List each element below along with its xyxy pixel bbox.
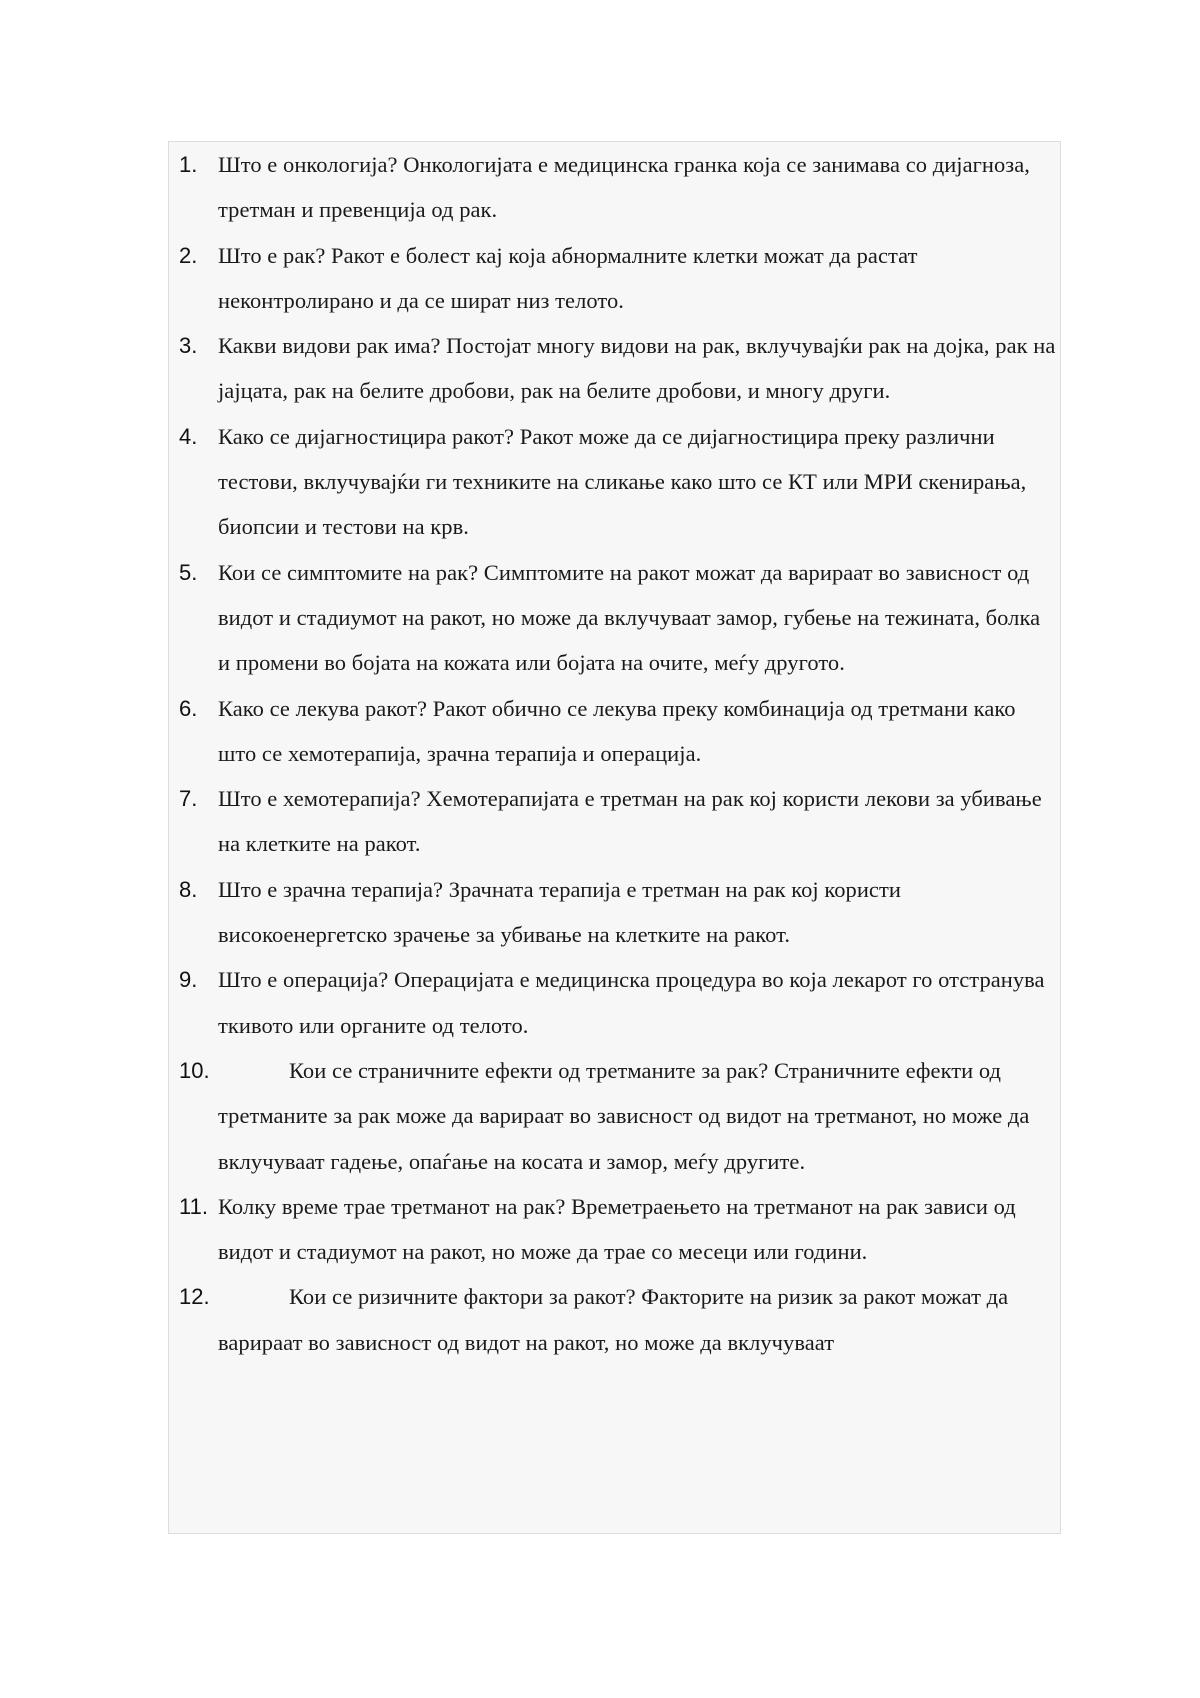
- list-item: [169, 867, 1061, 958]
- list-item-text: Како се дијагностицира ракот? Ракот може да се дијагностицира преку различни тестови, вклучувајќи ги техниките на сликање како што се КТ или МРИ скенирања, биопсии и тестови на крв.: [218, 423, 1027, 540]
- list-item-number: 2.: [179, 242, 198, 268]
- list-item-number: 11.: [179, 1193, 208, 1219]
- list-item: [169, 323, 1061, 414]
- list-item-number: 4.: [179, 423, 198, 449]
- list-item-text: Што е рак? Ракот е болест кај која абнормалните клетки можат да растат неконтролирано и да се шират низ телото.: [218, 242, 918, 313]
- list-item-number: 7.: [179, 786, 198, 812]
- list-item-number: 10.: [179, 1057, 210, 1083]
- list-item: [169, 414, 1061, 550]
- faq-list: [169, 142, 1061, 1365]
- list-item-text: Што е онкологија? Онкологијата е медицинска гранка која се занимава со дијагноза, третман и превенција од рак.: [218, 152, 1030, 223]
- list-item-text: Кои се страничните ефекти од третманите за рак? Страничните ефекти од третманите за рак може да варираат во зависност од видот на третманот, но може да вклучуваат гадење, опаѓање на косата и замор, меѓу другите.: [218, 1057, 1030, 1174]
- list-item: [169, 1184, 1061, 1275]
- list-item-number: 3.: [179, 333, 198, 359]
- list-item: [169, 957, 1061, 1048]
- list-item-number: 12.: [179, 1284, 210, 1310]
- list-item: [169, 1274, 1061, 1365]
- list-item: [169, 776, 1061, 867]
- list-item: [169, 686, 1061, 777]
- list-item: [169, 1048, 1061, 1184]
- list-item-text: Што е операција? Операцијата е медицинска процедура во која лекарот го отстранува ткивото или органите од телото.: [218, 967, 1045, 1038]
- list-item-text: Што е хемотерапија? Хемотерапијата е третман на рак кој користи лекови за убивање на клетките на ракот.: [218, 786, 1042, 857]
- list-item-text: Како се лекува ракот? Ракот обично се лекува преку комбинација од третмани како што се хемотерапија, зрачна терапија и операција.: [218, 695, 1016, 766]
- list-item: [169, 233, 1061, 324]
- list-item-text: Кои се ризичните фактори за ракот? Факторите на ризик за ракот можат да варираат во зависност од видот на ракот, но може да вклучуваат: [218, 1284, 1009, 1355]
- list-item-text: Кои се симптомите на рак? Симптомите на ракот можат да варираат во зависност од видот и стадиумот на ракот, но може да вклучуваат замор, губење на тежината, болка и промени во бојата на кожата или бојата на очите, меѓу другото.: [218, 559, 1041, 676]
- list-item-number: 5.: [179, 559, 198, 585]
- list-item-text: Колку време трае третманот на рак? Времетраењето на третманот на рак зависи од видот и стадиумот на ракот, но може да трае со месеци или години.: [218, 1193, 1016, 1265]
- list-item: [169, 550, 1061, 686]
- list-item-number: 9.: [179, 967, 198, 993]
- list-item-number: 1.: [179, 152, 198, 177]
- list-item-number: 8.: [179, 876, 198, 902]
- list-item-text: Какви видови рак има? Постојат многу видови на рак, вклучувајќи рак на дојка, рак на јајцата, рак на белите дробови, рак на белите дробови, и многу други.: [218, 333, 1056, 404]
- list-item-number: 6.: [179, 695, 198, 721]
- faq-content-box: [168, 141, 1061, 1534]
- list-item: [169, 142, 1061, 233]
- list-item-text: Што е зрачна терапија? Зрачната терапија е третман на рак кој користи високоенергетско зрачење за убивање на клетките на ракот.: [218, 876, 901, 948]
